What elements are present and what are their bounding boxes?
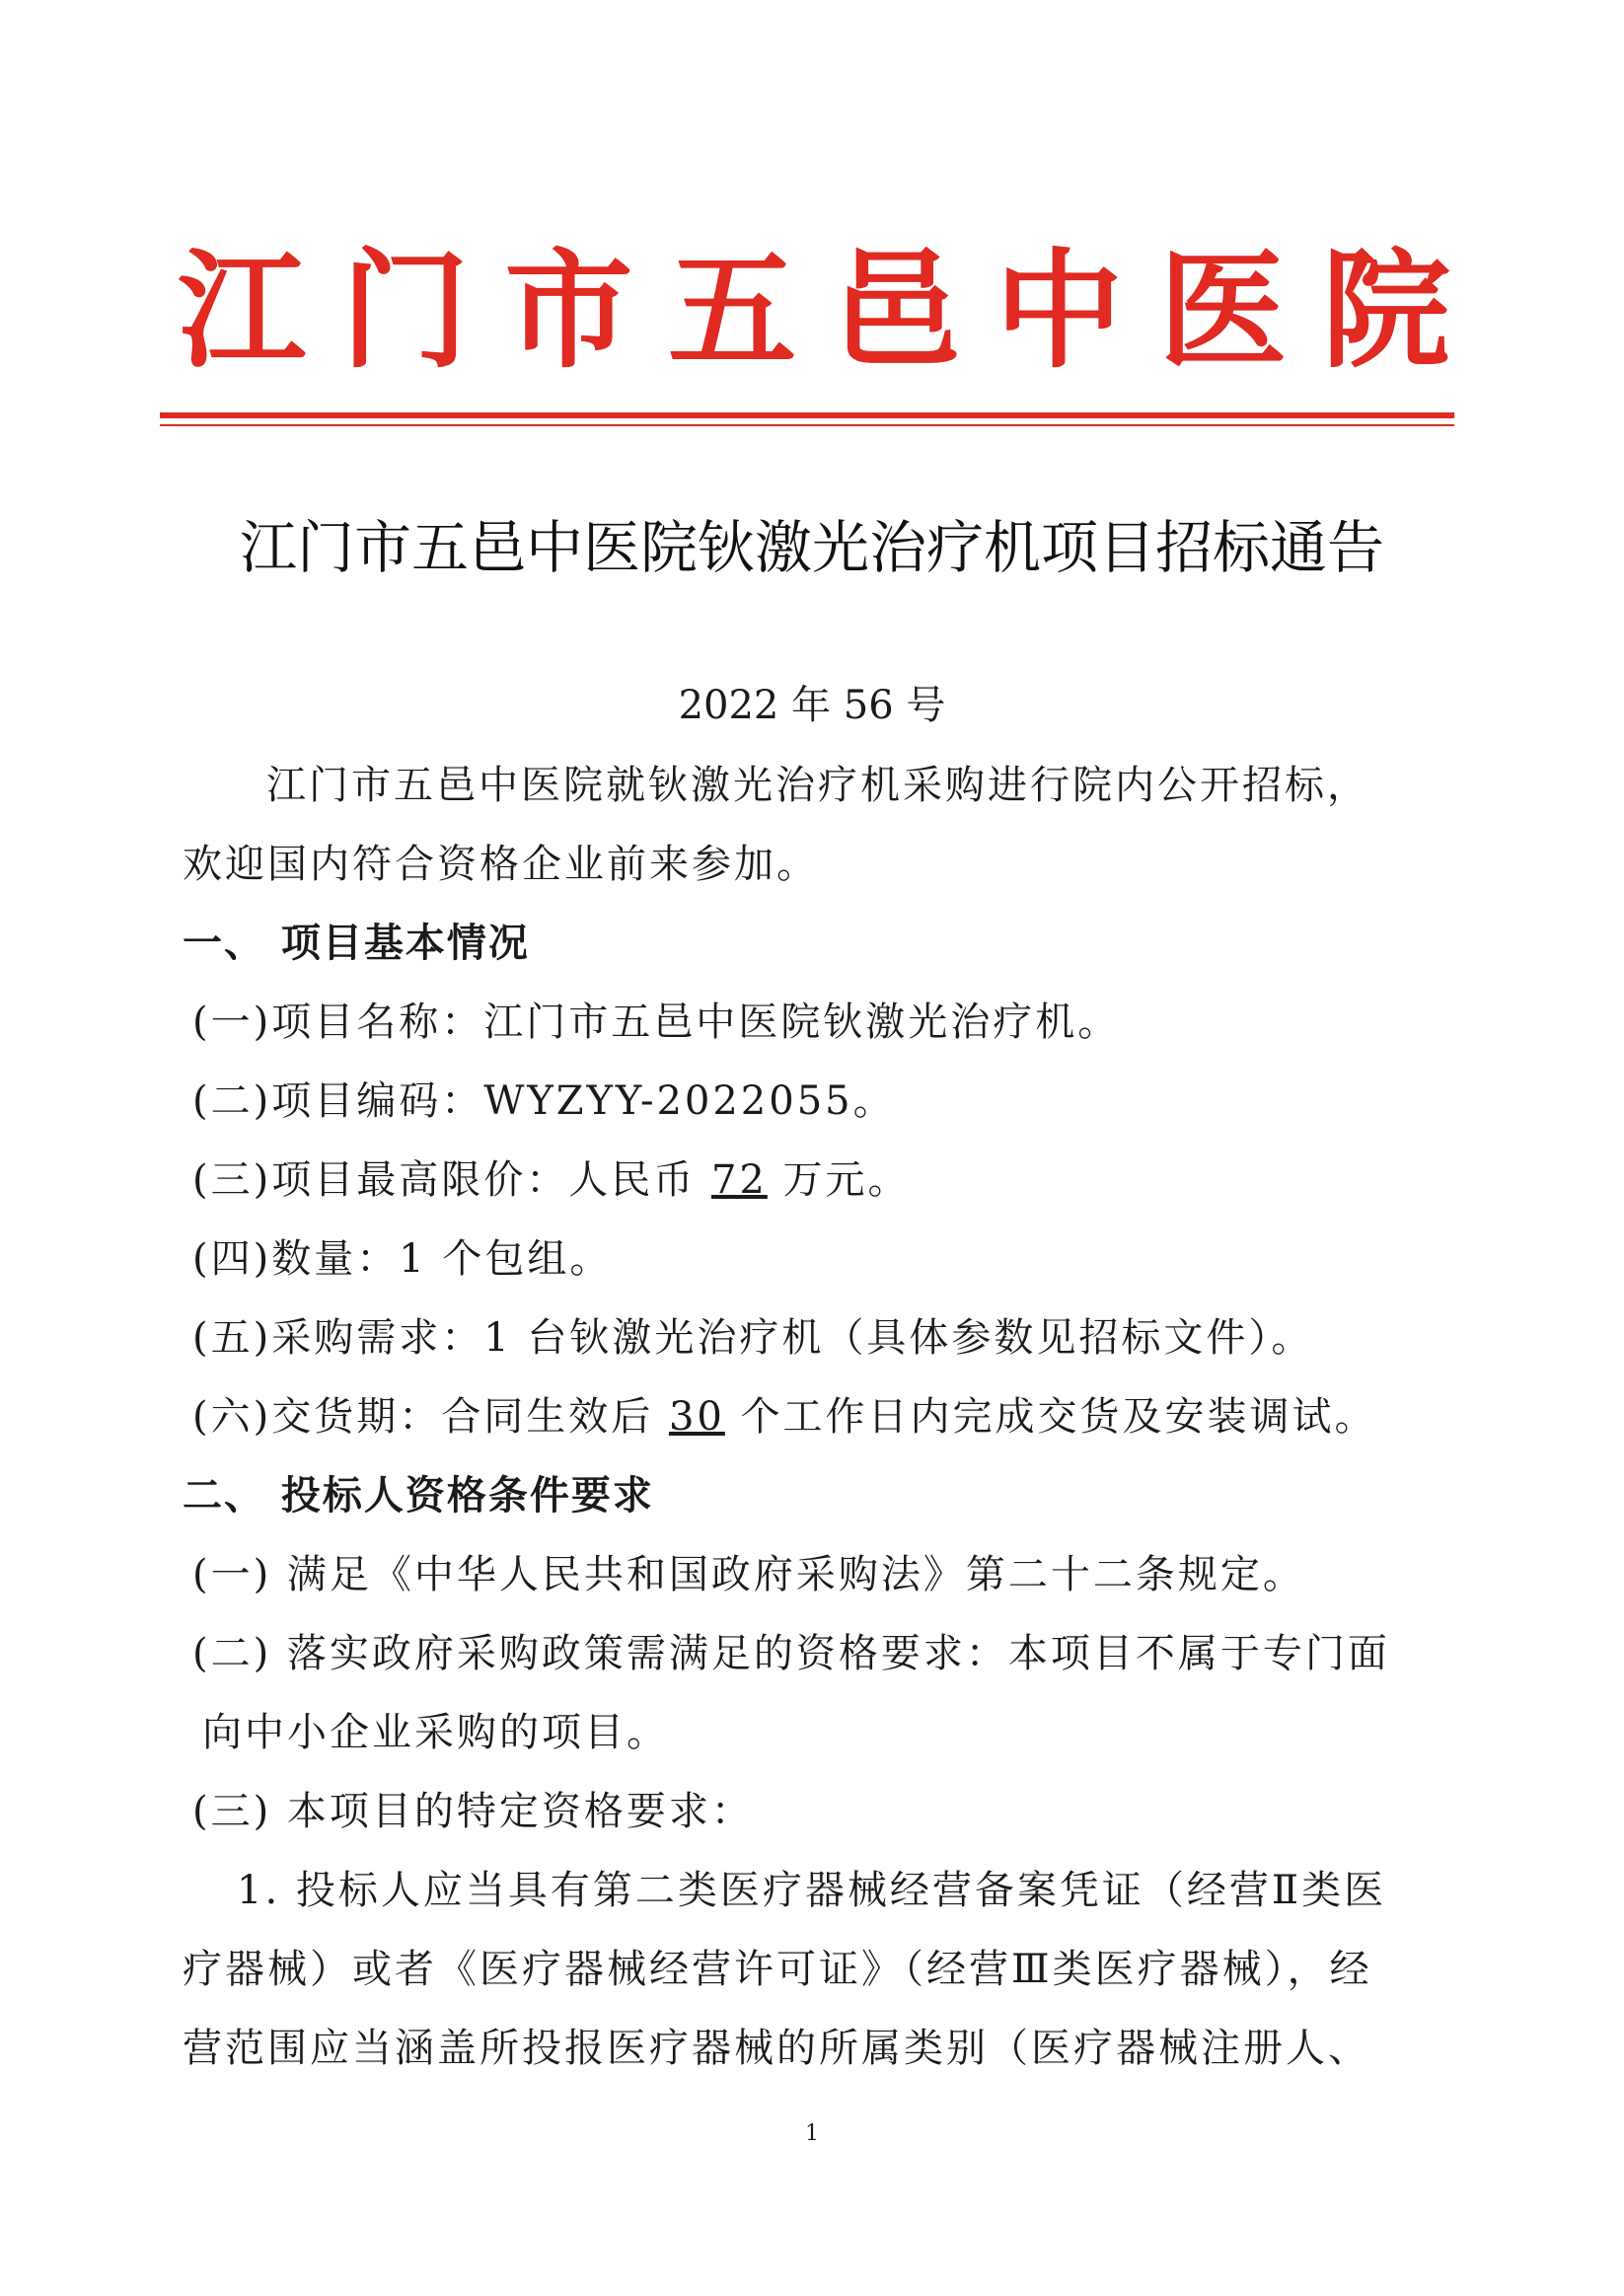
list-item	[192, 1154, 1465, 1206]
list-item-text: (六)交货期：合同生效后	[192, 1394, 669, 1440]
page-number: 1	[805, 2121, 819, 2146]
list-item: (五)采购需求：1 台钬激光治疗机（具体参数见招标文件）。	[192, 1315, 1314, 1361]
list-item: (二)项目编码：WYZYY-2022055。	[192, 1078, 896, 1124]
letterhead-char: 五	[668, 235, 797, 386]
letterhead-rule-thin	[160, 424, 1454, 426]
document-title: 江门市五邑中医院钬激光治疗机项目招标通告	[239, 514, 1384, 581]
list-item-continuation: 向中小企业采购的项目。	[202, 1710, 669, 1755]
section-heading: 一、 项目基本情况	[183, 921, 530, 966]
letterhead-rule-thick	[160, 412, 1454, 418]
price-value: 72	[710, 1157, 768, 1203]
letterhead-char: 中	[995, 235, 1124, 386]
list-item-text: 个工作日内完成交货及安装调试。	[724, 1394, 1377, 1440]
letterhead-char: 门	[340, 235, 470, 386]
letterhead-char: 邑	[831, 235, 960, 386]
letterhead-char: 医	[1158, 235, 1288, 386]
letterhead-char: 院	[1321, 235, 1450, 386]
list-item: (三) 本项目的特定资格要求：	[192, 1789, 754, 1834]
requirement-line: 疗器械）或者《医疗器械经营许可证》（经营Ⅲ类医疗器械），经	[183, 1947, 1372, 1992]
requirement-line: 营范围应当涵盖所投报医疗器械的所属类别（医疗器械注册人、	[183, 2026, 1370, 2071]
document-number: 2022 年 56 号	[678, 683, 946, 728]
list-item	[192, 1391, 1465, 1443]
letterhead	[178, 235, 1450, 386]
list-item-text: 万元。	[767, 1157, 911, 1203]
letterhead-char: 市	[504, 235, 633, 386]
intro-line: 江门市五邑中医院就钬激光治疗机采购进行院内公开招标，	[266, 763, 1369, 808]
delivery-days-value: 30	[668, 1394, 725, 1440]
list-item: (一) 满足《中华人民共和国政府采购法》第二十二条规定。	[192, 1552, 1305, 1597]
requirement-line: 1. 投标人应当具有第二类医疗器械经营备案凭证（经营Ⅱ类医	[237, 1868, 1387, 1913]
letterhead-char: 江	[178, 235, 307, 386]
intro-line: 欢迎国内符合资格企业前来参加。	[183, 842, 819, 887]
list-item: (一)项目名称：江门市五邑中医院钬激光治疗机。	[192, 1000, 1121, 1045]
list-item: (四)数量：1 个包组。	[192, 1236, 613, 1282]
list-item-text: (三)项目最高限价：人民币	[192, 1157, 711, 1203]
section-heading: 二、 投标人资格条件要求	[183, 1473, 654, 1518]
list-item: (二) 落实政府采购政策需满足的资格要求：本项目不属于专门面	[192, 1631, 1390, 1676]
